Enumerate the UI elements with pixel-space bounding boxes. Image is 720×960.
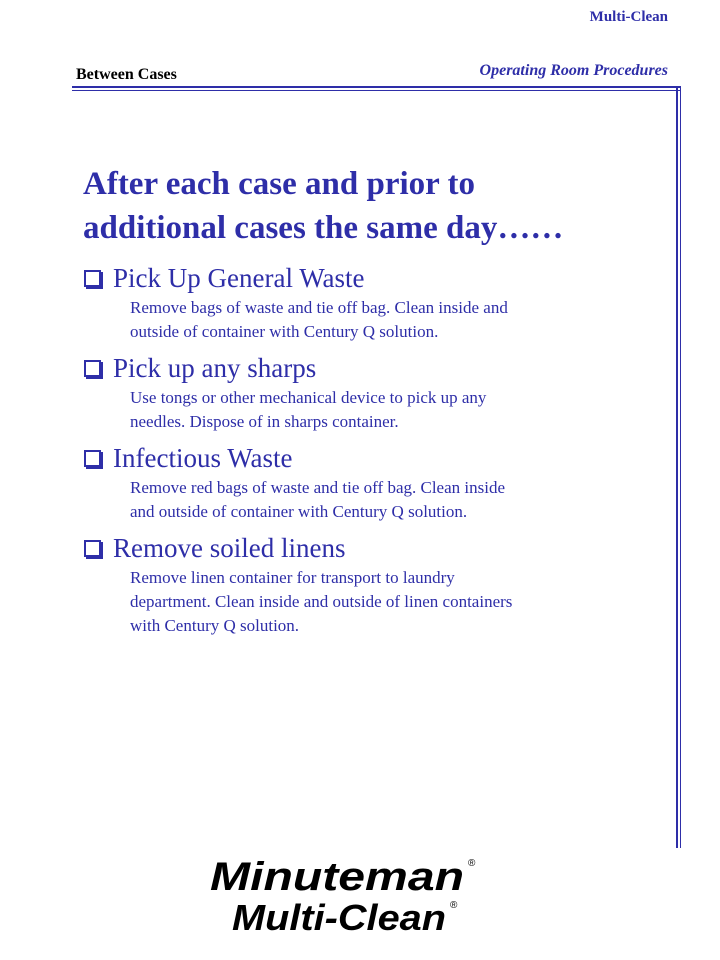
- item-description-line: Use tongs or other mechanical device to pick up any: [130, 388, 487, 407]
- logo-registered-mark: ®: [468, 858, 476, 869]
- item-title: Pick Up General Waste: [113, 263, 365, 293]
- header-rule: [72, 86, 680, 88]
- item-description-line: needles. Dispose of in sharps container.: [130, 412, 399, 431]
- document-subtitle: Operating Room Procedures: [479, 62, 668, 79]
- checkbox-icon: [84, 270, 101, 287]
- heading-line-2: additional cases the same day……: [83, 210, 564, 246]
- checkbox-icon: [84, 540, 101, 557]
- item-description-line: outside of container with Century Q solution.: [130, 322, 439, 341]
- item-description: [130, 296, 630, 344]
- brand-name: Multi-Clean: [589, 9, 668, 25]
- logo-registered-mark-2: ®: [450, 900, 458, 911]
- item-description-line: Remove linen container for transport to laundry: [130, 568, 455, 587]
- page-heading: [83, 162, 663, 250]
- procedure-list: [84, 260, 664, 644]
- item-description-line: Remove red bags of waste and tie off bag. Clean inside: [130, 478, 505, 497]
- item-description-line: and outside of container with Century Q solution.: [130, 502, 468, 521]
- item-description: [130, 386, 630, 434]
- header-rule-thin: [72, 90, 680, 91]
- side-rule: [676, 86, 678, 848]
- list-item: [84, 260, 664, 344]
- item-description: [130, 476, 630, 524]
- item-description-line: Remove bags of waste and tie off bag. Clean inside and: [130, 298, 508, 317]
- side-rule-thin: [680, 86, 681, 848]
- list-item: [84, 440, 664, 524]
- logo-line-1: Minuteman: [210, 855, 464, 899]
- item-description-line: department. Clean inside and outside of linen containers: [130, 592, 513, 611]
- checkbox-icon: [84, 360, 101, 377]
- item-title: Infectious Waste: [113, 443, 293, 473]
- checkbox-icon: [84, 450, 101, 467]
- item-title: Remove soiled linens: [113, 533, 346, 563]
- logo-line-2: Multi-Clean: [232, 897, 446, 936]
- item-description-line: with Century Q solution.: [130, 616, 300, 635]
- list-item: [84, 350, 664, 434]
- item-title: Pick up any sharps: [113, 353, 317, 383]
- section-label: Between Cases: [76, 66, 177, 83]
- list-item: [84, 530, 664, 638]
- heading-line-1: After each case and prior to: [83, 166, 475, 202]
- item-description: [130, 566, 630, 638]
- minuteman-logo: [206, 852, 486, 936]
